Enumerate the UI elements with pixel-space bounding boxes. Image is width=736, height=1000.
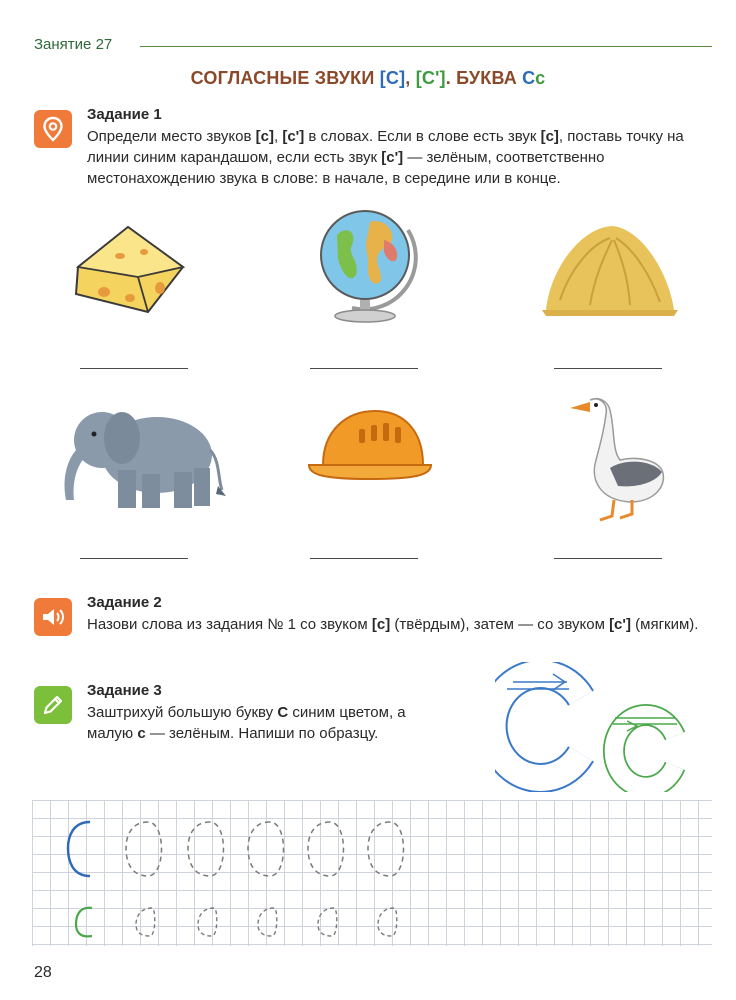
tracing-letters bbox=[32, 800, 712, 946]
haystack-picture bbox=[540, 220, 680, 320]
task1-text: Определи место звуков [с], [с'] в словах. Если в слове есть звук [с], поставь точку на линии синим карандашом, если есть звук [с'] — зелёным, соответственно местонахождению звука в слове: в начале, в середине или в конце. bbox=[87, 128, 684, 187]
helmet-picture bbox=[305, 405, 435, 485]
task3-title: Задание 3 bbox=[87, 682, 162, 699]
cheese-picture bbox=[68, 222, 188, 317]
answer-line-haystack[interactable] bbox=[554, 368, 662, 369]
answer-line-helmet[interactable] bbox=[310, 558, 418, 559]
location-pin-icon bbox=[34, 110, 72, 148]
goose-picture bbox=[560, 390, 670, 525]
answer-line-goose[interactable] bbox=[554, 558, 662, 559]
pencil-icon bbox=[34, 686, 72, 724]
task3-text: Заштрихуй большую букву С синим цветом, а малую с — зелёным. Напиши по образцу. bbox=[87, 704, 406, 742]
title-sound-hard: [С] bbox=[379, 68, 406, 88]
task2-text: Назови слова из задания № 1 со звуком [с] (твёрдым), затем — со звуком [с'] (мягким). bbox=[87, 616, 699, 633]
globe-picture bbox=[312, 200, 422, 325]
page-number: 28 bbox=[34, 964, 52, 981]
speaker-icon bbox=[34, 598, 72, 636]
title-sound-soft: [С'] bbox=[415, 68, 446, 88]
title-sep: , bbox=[405, 68, 416, 88]
answer-line-elephant[interactable] bbox=[80, 558, 188, 559]
header-rule bbox=[140, 46, 712, 47]
lesson-number: Занятие 27 bbox=[34, 36, 113, 53]
page-title bbox=[0, 68, 736, 89]
elephant-picture bbox=[52, 400, 227, 515]
outline-letters-picture bbox=[495, 662, 700, 792]
title-part1: СОГЛАСНЫЕ ЗВУКИ bbox=[190, 68, 380, 88]
answer-line-cheese[interactable] bbox=[80, 368, 188, 369]
task1-title: Задание 1 bbox=[87, 106, 162, 123]
task2-title: Задание 2 bbox=[87, 594, 162, 611]
title-part2: . БУКВА bbox=[445, 68, 523, 88]
answer-line-globe[interactable] bbox=[310, 368, 418, 369]
title-letter-upper: С bbox=[522, 68, 536, 88]
title-letter-lower: с bbox=[535, 68, 546, 88]
